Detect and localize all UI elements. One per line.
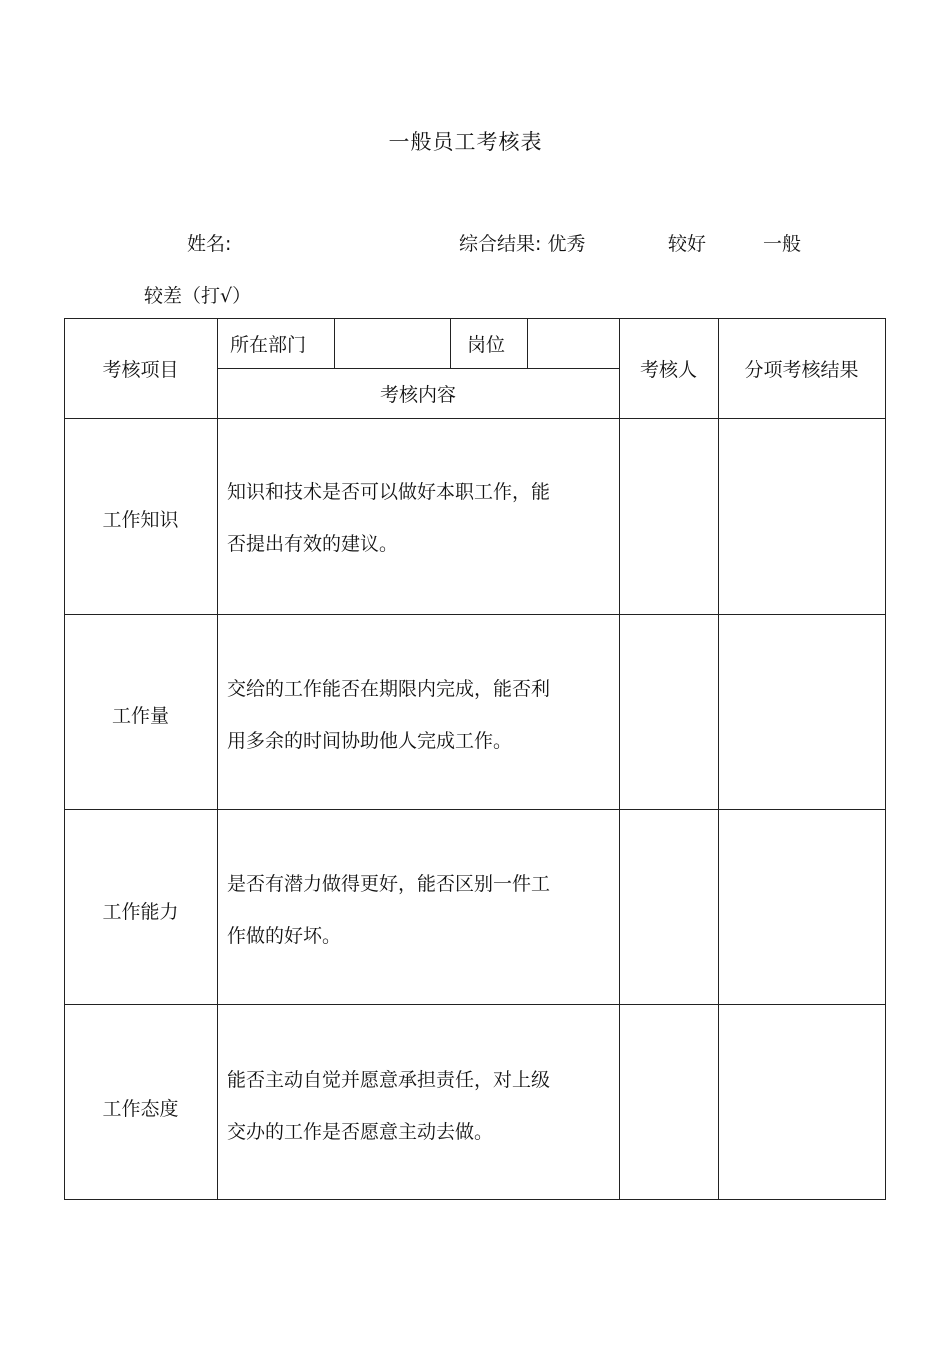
row-content bbox=[227, 663, 597, 767]
result-option-poor: 较差（打√） bbox=[144, 285, 252, 307]
row-divider bbox=[64, 1004, 886, 1005]
row-divider bbox=[64, 418, 886, 419]
row-result-cell[interactable] bbox=[723, 424, 880, 608]
row-content-line: 交办的工作是否愿意主动去做。 bbox=[227, 1121, 494, 1143]
overall-result-label: 综合结果: 优秀 bbox=[459, 233, 586, 255]
table-border-bottom bbox=[64, 1199, 886, 1200]
row-content-line: 用多余的时间协助他人完成工作。 bbox=[227, 730, 513, 752]
column-divider bbox=[619, 318, 620, 1200]
header-assessor-label: 考核人 bbox=[639, 359, 697, 381]
row-result-cell[interactable] bbox=[723, 815, 880, 999]
result-option-good: 较好 bbox=[668, 233, 707, 255]
header-divider bbox=[334, 318, 335, 369]
row-result-cell[interactable] bbox=[723, 620, 880, 804]
header-position-value[interactable] bbox=[536, 330, 612, 354]
header-divider bbox=[527, 318, 528, 369]
row-item-label: 工作能力 bbox=[102, 901, 179, 923]
result-option-normal: 一般 bbox=[763, 233, 802, 255]
row-item-label: 工作量 bbox=[111, 705, 169, 727]
row-item-label: 工作态度 bbox=[102, 1098, 179, 1120]
row-content-line: 知识和技术是否可以做好本职工作，能 bbox=[227, 481, 551, 503]
header-item-label: 考核项目 bbox=[102, 359, 179, 381]
table-border-top bbox=[64, 318, 886, 319]
row-result-cell[interactable] bbox=[723, 1010, 880, 1194]
table-border-left bbox=[64, 318, 65, 1200]
row-assessor-cell[interactable] bbox=[624, 620, 714, 804]
column-divider bbox=[217, 318, 218, 1200]
row-assessor-cell[interactable] bbox=[624, 815, 714, 999]
row-assessor-cell[interactable] bbox=[624, 1010, 714, 1194]
header-department-value[interactable] bbox=[344, 330, 444, 354]
page-title: 一般员工考核表 bbox=[388, 130, 543, 154]
header-subrow-divider bbox=[217, 368, 619, 369]
row-content-line: 是否有潜力做得更好，能否区别一件工 bbox=[227, 873, 551, 895]
row-content-line: 交给的工作能否在期限内完成，能否利 bbox=[227, 678, 551, 700]
row-content-line: 否提出有效的建议。 bbox=[227, 533, 399, 555]
row-divider bbox=[64, 614, 886, 615]
header-department-label: 所在部门 bbox=[230, 334, 307, 356]
row-content-line: 能否主动自觉并愿意承担责任，对上级 bbox=[227, 1069, 551, 1091]
header-content-label: 考核内容 bbox=[379, 384, 456, 406]
row-assessor-cell[interactable] bbox=[624, 424, 714, 608]
header-result-label: 分项考核结果 bbox=[744, 359, 859, 381]
header-divider bbox=[450, 318, 451, 369]
row-content-line: 作做的好坏。 bbox=[227, 925, 342, 947]
name-label: 姓名: bbox=[187, 233, 232, 255]
row-content bbox=[227, 466, 597, 570]
row-item-label: 工作知识 bbox=[102, 509, 179, 531]
row-content bbox=[227, 858, 597, 962]
header-position-label: 岗位 bbox=[467, 334, 506, 356]
row-divider bbox=[64, 809, 886, 810]
row-content bbox=[227, 1054, 597, 1158]
table-border-right bbox=[885, 318, 886, 1200]
column-divider bbox=[718, 318, 719, 1200]
